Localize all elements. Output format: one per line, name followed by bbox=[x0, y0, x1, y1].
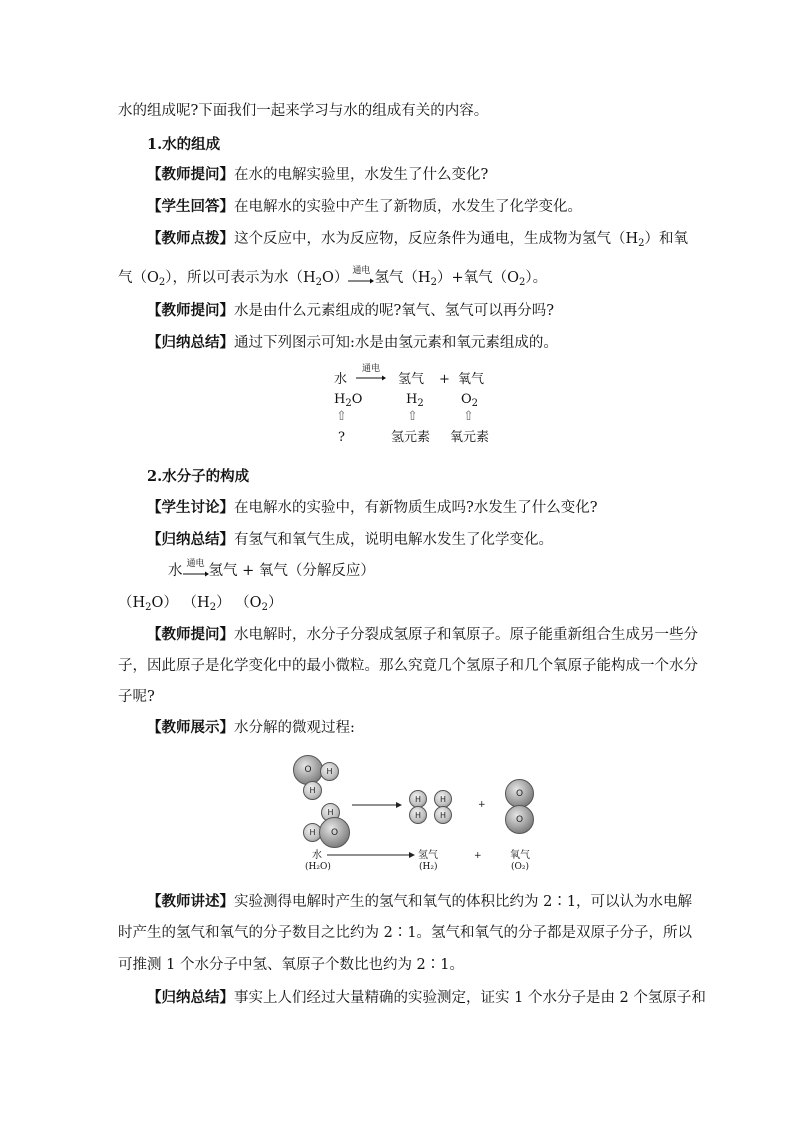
hydrogen-atom: H bbox=[409, 790, 427, 808]
diagram-hydrogen: 氢气 bbox=[398, 372, 425, 387]
word-equation: 水 通电 氢气 + 氧气（分解反应） bbox=[168, 559, 375, 579]
hydrogen-atom: H bbox=[320, 762, 339, 781]
oxygen-element: 氧元素 bbox=[450, 430, 490, 445]
hydrogen-element: 氢元素 bbox=[391, 430, 431, 445]
diagram-oxygen: 氧气 bbox=[458, 372, 485, 387]
paragraph-teacher-question-3-line3: 子呢? bbox=[118, 689, 155, 705]
paragraph-student-discussion: 【学生讨论】在电解水的实验中，有新物质生成吗?水发生了什么变化? bbox=[147, 500, 598, 516]
intro-text: 水的组成呢?下面我们一起来学习与水的组成有关的内容。 bbox=[118, 103, 489, 119]
diagram-water: 水 bbox=[334, 372, 348, 387]
oxygen-atom: O bbox=[319, 817, 350, 848]
label-oxygen-formula: (O₂) bbox=[511, 862, 530, 872]
oxygen-atom: O bbox=[505, 805, 534, 834]
heading-water-molecule: 2.水分子的构成 bbox=[147, 468, 250, 485]
formula-o2: $O_2$ bbox=[461, 392, 479, 409]
paragraph-summary-2: 【归纳总结】有氢气和氧气生成，说明电解水发生了化学变化。 bbox=[147, 532, 553, 548]
label-water-formula: (H₂O) bbox=[305, 862, 331, 872]
tag: 【教师提问】 bbox=[147, 167, 234, 183]
paragraph-summary-3: 【归纳总结】事实上人们经过大量精确的实验测定，证实 1 个水分子是由 2 个氢原子和 bbox=[147, 990, 706, 1006]
tag: 【归纳总结】 bbox=[147, 532, 234, 548]
hydrogen-atom: H bbox=[321, 803, 340, 822]
reaction-arrow bbox=[352, 801, 402, 809]
oxygen-atom: O bbox=[505, 779, 534, 808]
formula-h2o: $H_2O$ bbox=[334, 392, 363, 409]
tag: 【学生讨论】 bbox=[147, 500, 234, 516]
paragraph-teacher-question-2: 【教师提问】水是由什么元素组成的呢?氧气、氢气可以再分吗? bbox=[147, 303, 555, 319]
reaction-arrow: 通电 bbox=[348, 270, 374, 286]
tag: 【归纳总结】 bbox=[147, 990, 234, 1006]
reaction-arrow bbox=[327, 851, 415, 859]
tag: 【归纳总结】 bbox=[147, 335, 234, 351]
tag: 【教师提问】 bbox=[147, 303, 234, 319]
label-oxygen: 氧气 bbox=[510, 850, 530, 861]
hydrogen-atom: H bbox=[434, 806, 452, 824]
diagram-arrow: 通电 bbox=[356, 364, 386, 384]
diagram-plus: + bbox=[478, 800, 486, 810]
label-water: 水 bbox=[312, 850, 322, 861]
paragraph-teacher-show: 【教师展示】水分解的微观过程: bbox=[147, 720, 355, 736]
oxygen-atom: O bbox=[293, 755, 323, 785]
label-hydrogen: 氢气 bbox=[418, 850, 438, 861]
hydrogen-atom: H bbox=[303, 781, 322, 800]
up-arrow-icon: ⇧ bbox=[407, 409, 418, 424]
label-hydrogen-formula: (H₂) bbox=[419, 862, 438, 872]
paragraph-teacher-question-1: 【教师提问】在水的电解实验里，水发生了什么变化? bbox=[147, 167, 489, 183]
hydrogen-atom: H bbox=[409, 806, 427, 824]
tag: 【教师点拨】 bbox=[147, 231, 234, 247]
paragraph-teacher-narration-line2: 时产生的氢气和氧气的分子数目之比约为 2∶1。氢气和氧气的分子都是双原子分子，所以 bbox=[118, 925, 693, 941]
tag: 【教师讲述】 bbox=[147, 894, 234, 910]
tag: 【教师提问】 bbox=[147, 627, 234, 643]
heading-water-composition: 1.水的组成 bbox=[147, 136, 221, 153]
paragraph-teacher-hint: 【教师点拨】这个反应中，水为反应物，反应条件为通电，生成物为氢气$(H_2)$和氧 bbox=[147, 231, 689, 249]
up-arrow-icon: ⇧ bbox=[336, 409, 347, 424]
reaction-arrow: 通电 bbox=[183, 563, 209, 579]
paragraph-teacher-narration: 【教师讲述】实验测得电解时产生的氢气和氧气的体积比约为 2∶1，可以认为水电解 bbox=[147, 894, 693, 910]
paragraph-teacher-narration-line3: 可推测 1 个水分子中氢、氧原子个数比也约为 2∶1。 bbox=[118, 957, 465, 973]
up-arrow-icon: ⇧ bbox=[463, 409, 474, 424]
paragraph-student-answer: 【学生回答】在电解水的实验中产生了新物质，水发生了化学变化。 bbox=[147, 199, 582, 215]
paragraph-summary-1: 【归纳总结】通过下列图示可知:水是由氢元素和氧元素组成的。 bbox=[147, 335, 558, 351]
paragraph-teacher-question-3: 【教师提问】水电解时，水分子分裂成氢原子和氧原子。原子能重新组合生成另一些分 bbox=[147, 627, 698, 643]
diagram-plus: + bbox=[439, 372, 450, 387]
paragraph-teacher-question-3-line2: 子，因此原子是化学变化中的最小微粒。那么究竟几个氢原子和几个氧原子能构成一个水分 bbox=[118, 658, 698, 674]
hydrogen-atom: H bbox=[434, 790, 452, 808]
diagram-plus: + bbox=[474, 851, 482, 861]
paragraph-teacher-hint-line2: 气$(O_2)$，所以可表示为水$(H_2O)$ 通电 氢气$(H_2)+$氧气$(O_2)$。 bbox=[118, 266, 548, 288]
tag: 【学生回答】 bbox=[147, 199, 234, 215]
formula-line: $(H_2O)$ $(H_2)$ $(O_2)$ bbox=[118, 595, 283, 613]
tag: 【教师展示】 bbox=[147, 720, 234, 736]
formula-h2: $H_2$ bbox=[406, 392, 424, 409]
diagram-question: ? bbox=[338, 430, 345, 445]
hydrogen-atom: H bbox=[303, 823, 322, 842]
